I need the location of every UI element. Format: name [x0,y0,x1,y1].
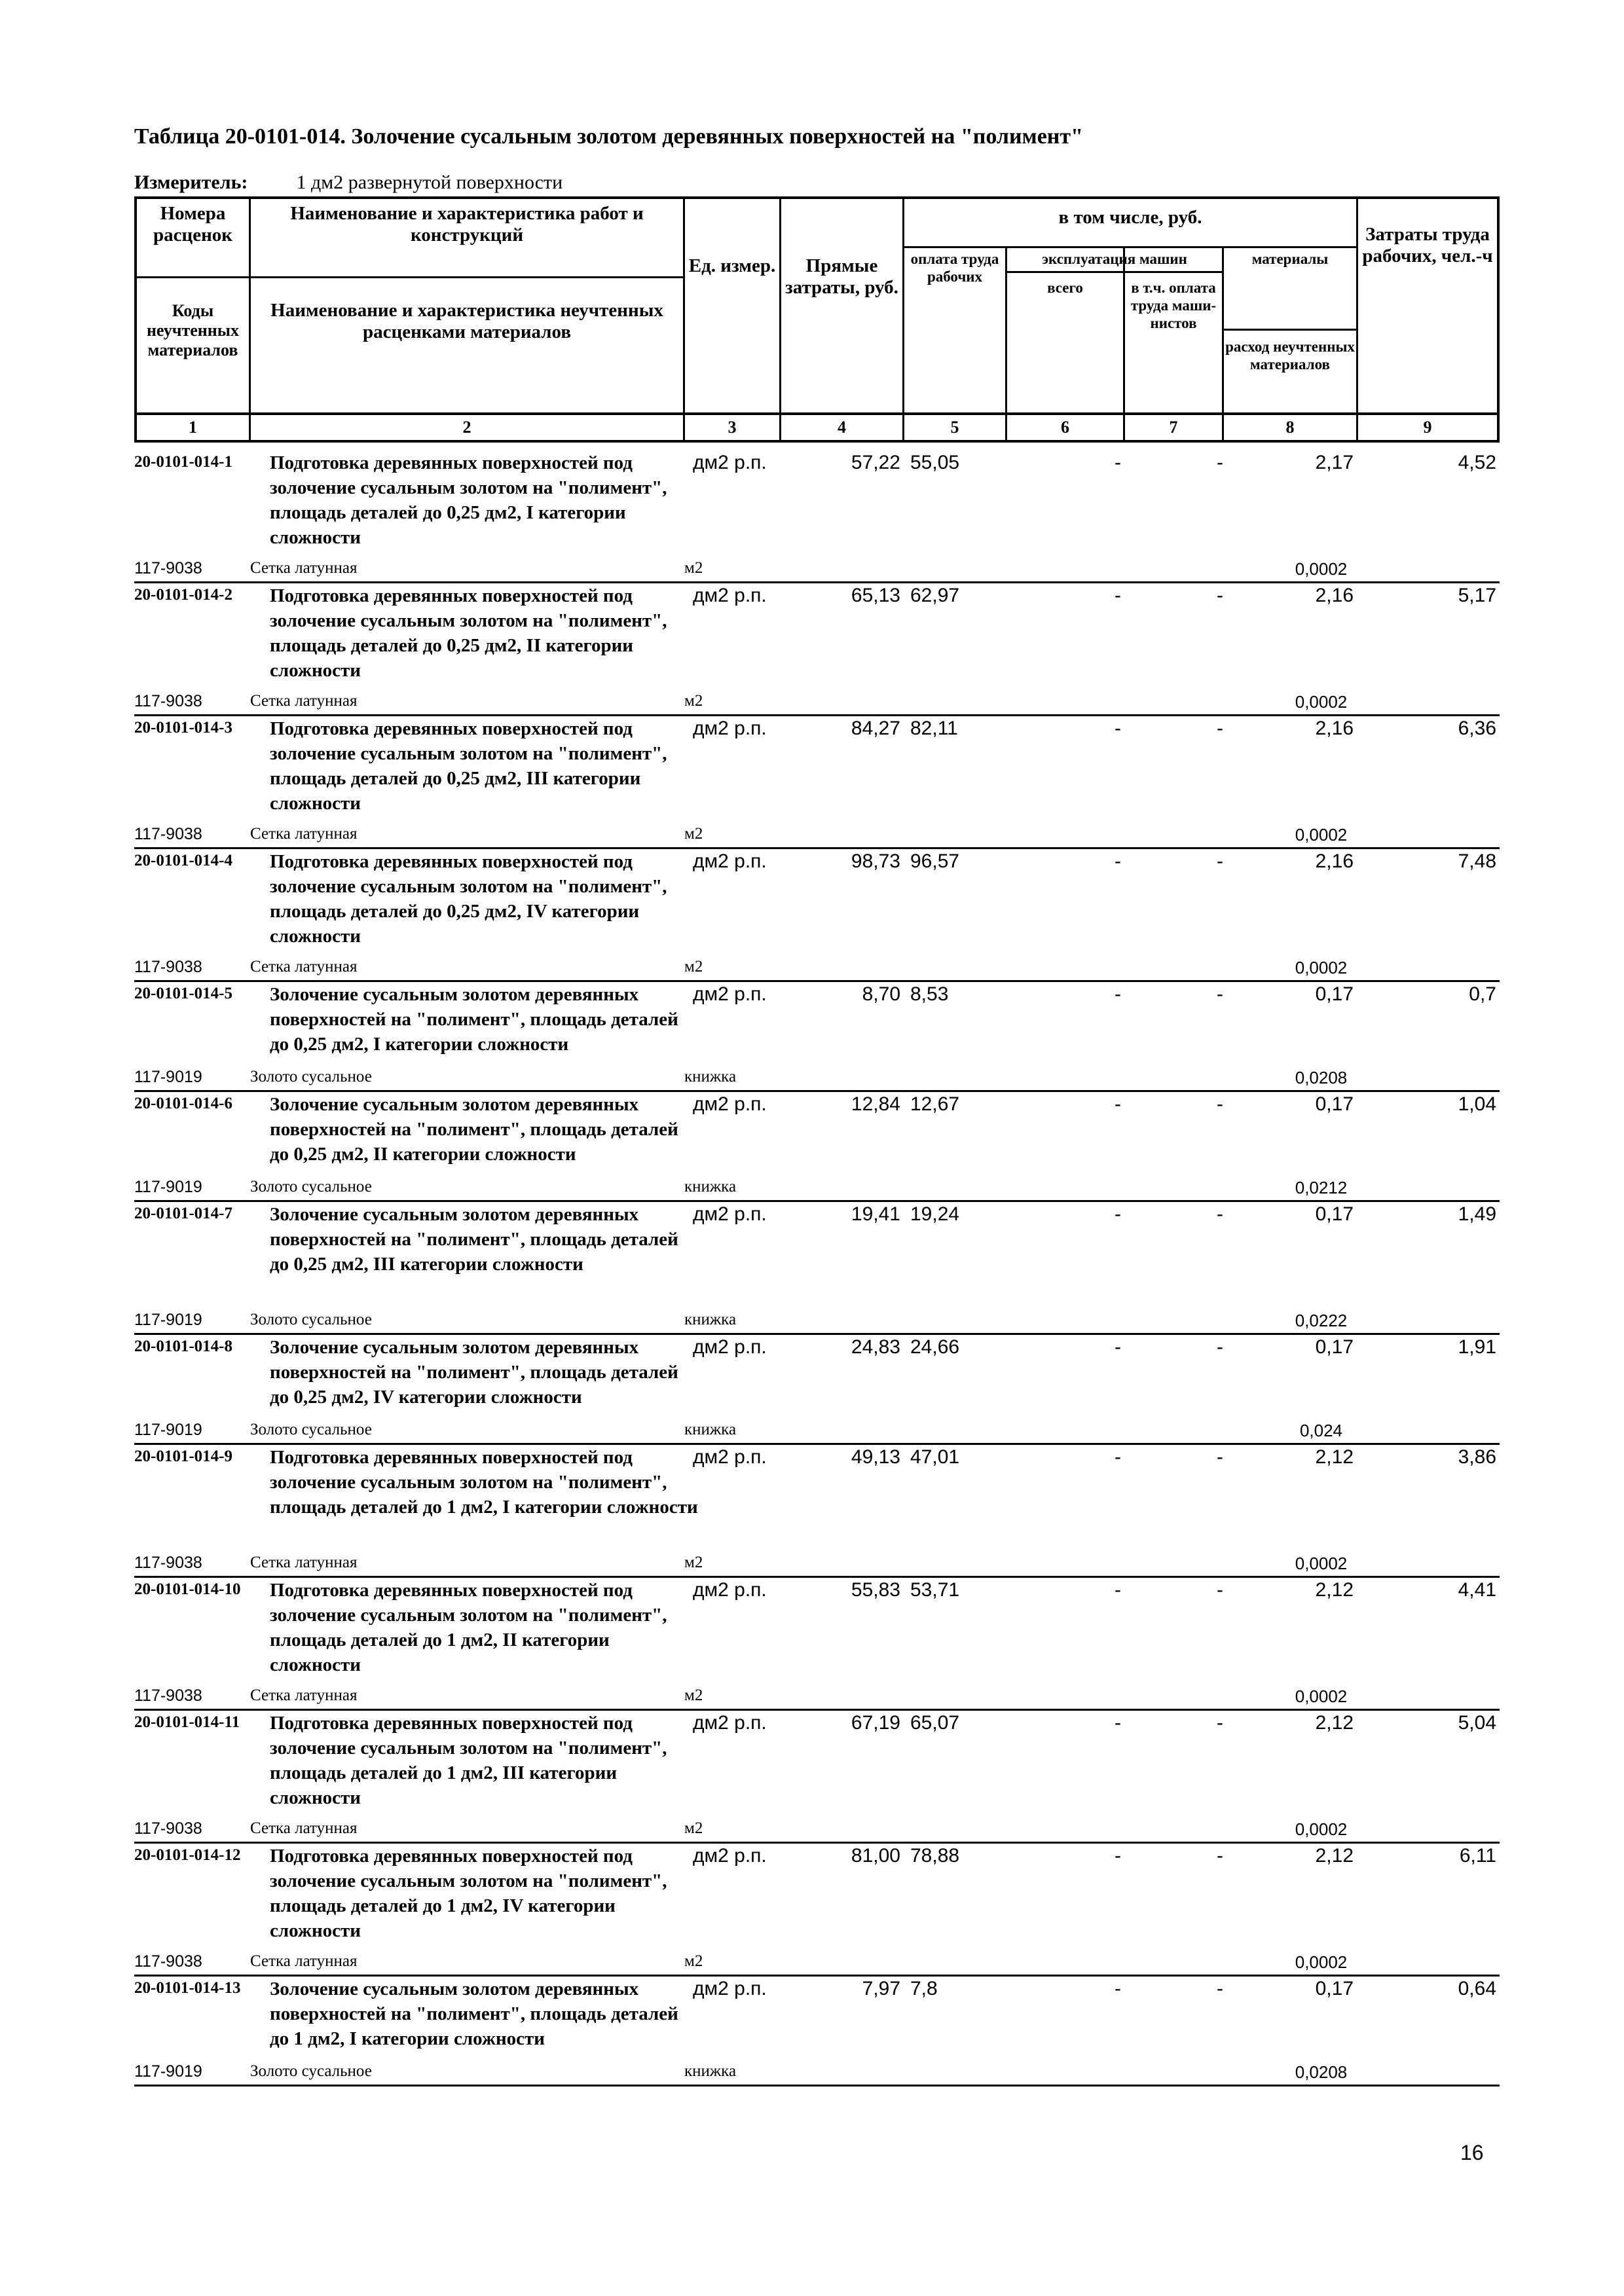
material-name: Сетка латунная [250,1686,358,1704]
col-number: 2 [462,418,471,437]
header-material-name: Наименование и характеристика неучтенных расценками материалов [270,300,663,342]
labor-pay-cell: 55,05 [910,452,960,473]
operators-pay-cell: - [1217,585,1223,606]
material-quantity: 0,0222 [1295,1311,1348,1330]
direct-cost-cell: 12,84 [851,1093,900,1115]
table-row [134,849,1500,954]
material-name: Золото сусальное [250,1178,372,1195]
material-name: Сетка латунная [250,958,358,975]
operators-pay-cell: - [1217,1712,1223,1734]
material-code: 117-9019 [134,1311,202,1329]
operators-pay-cell: - [1217,850,1223,872]
col-number: 8 [1285,418,1295,437]
material-quantity: 0,024 [1299,1421,1343,1440]
material-name: Сетка латунная [250,1952,358,1970]
operators-pay-cell: - [1217,718,1223,739]
direct-cost-cell: 49,13 [851,1446,900,1468]
material-name: Сетка латунная [250,692,358,710]
material-name: Сетка латунная [250,1554,358,1571]
operators-pay-cell: - [1217,1978,1223,1999]
rate-code: 20-0101-014-2 [134,586,232,604]
machines-total-cell: - [1115,1845,1121,1867]
material-quantity: 0,0002 [1295,958,1348,977]
materials-cell: 2,16 [1315,585,1354,606]
rate-code: 20-0101-014-12 [134,1846,241,1864]
material-unit: м2 [684,1686,703,1704]
material-quantity: 0,0002 [1295,825,1348,845]
table-row [134,1844,1500,1948]
material-name: Золото сусальное [250,1311,372,1328]
material-code: 117-9038 [134,559,202,577]
materials-cell: 2,16 [1315,850,1354,872]
labor-hours-cell: 6,36 [1458,718,1496,739]
material-unit: книжка [684,1178,737,1195]
table-row [134,1445,1500,1550]
material-row [134,1064,1500,1092]
rate-code: 20-0101-014-3 [134,719,232,737]
col-number: 5 [950,418,959,437]
machines-total-cell: - [1115,1093,1121,1115]
rate-name: Подготовка деревянных поверхностей под золочение сусальным золотом на "полимент", площадь деталей до 0,25 дм2, III категории сложности [270,718,667,814]
rate-code: 20-0101-014-13 [134,1979,241,1997]
operators-pay-cell: - [1217,1336,1223,1358]
material-unit: книжка [684,1068,737,1085]
direct-cost-cell: 67,19 [851,1712,900,1734]
header-including: в том числе, руб. [1058,207,1202,228]
machines-total-cell: - [1115,1579,1121,1601]
labor-pay-cell: 47,01 [910,1446,960,1468]
rate-unit: дм2 р.п. [693,1712,767,1734]
header-direct-costs: Прямые затраты, руб. [785,255,898,298]
rate-unit: дм2 р.п. [693,1336,767,1358]
rate-unit: дм2 р.п. [693,1446,767,1468]
material-name: Сетка латунная [250,825,358,843]
labor-hours-cell: 1,91 [1458,1336,1496,1358]
header-materials: материалы [1251,251,1329,267]
rate-name: Подготовка деревянных поверхностей под золочение сусальным золотом на "полимент", площадь деталей до 1 дм2, III категории сложности [270,1713,667,1808]
materials-cell: 2,12 [1315,1712,1354,1734]
direct-cost-cell: 81,00 [851,1845,900,1867]
rate-unit: дм2 р.п. [693,1845,767,1867]
materials-cell: 0,17 [1315,983,1354,1005]
material-code: 117-9019 [134,1178,202,1196]
materials-cell: 0,17 [1315,1978,1354,1999]
machines-total-cell: - [1115,1336,1121,1358]
labor-hours-cell: 4,41 [1458,1579,1496,1601]
meter-row [134,172,563,194]
labor-hours-cell: 1,04 [1458,1093,1496,1115]
machines-total-cell: - [1115,1978,1121,1999]
material-code: 117-9019 [134,1068,202,1086]
labor-hours-cell: 1,49 [1458,1203,1496,1225]
table-row [134,1092,1500,1174]
machines-total-cell: - [1115,718,1121,739]
material-unit: м2 [684,1952,703,1970]
labor-pay-cell: 7,8 [910,1978,938,1999]
material-code: 117-9019 [134,1421,202,1439]
materials-cell: 0,17 [1315,1093,1354,1115]
material-row [134,1417,1500,1445]
material-code: 117-9038 [134,1819,202,1838]
rate-unit: дм2 р.п. [693,850,767,872]
table-row [134,1578,1500,1683]
meter-label: Измеритель: [134,172,248,193]
machines-total-cell: - [1115,850,1121,872]
labor-pay-cell: 53,71 [910,1579,960,1601]
labor-hours-cell: 0,64 [1458,1978,1496,1999]
col-number: 7 [1169,418,1178,437]
material-code: 117-9038 [134,958,202,976]
table-row [134,1202,1500,1307]
rate-code: 20-0101-014-1 [134,453,232,471]
page-number: 16 [1460,2141,1484,2164]
col-number: 6 [1061,418,1069,437]
rate-name: Подготовка деревянных поверхностей под золочение сусальным золотом на "полимент", площадь деталей до 1 дм2, I категории сложности [270,1447,698,1518]
col-number: 4 [838,418,846,437]
operators-pay-cell: - [1217,1579,1223,1601]
material-code: 117-9038 [134,825,202,843]
table-row [134,716,1500,821]
table-row [134,1977,1500,2058]
table-row [134,583,1500,688]
rate-unit: дм2 р.п. [693,452,767,473]
material-name: Золото сусальное [250,1068,372,1085]
operators-pay-cell: - [1217,1845,1223,1867]
header-machines: эксплуатация машин [1042,251,1187,267]
rate-code: 20-0101-014-10 [134,1580,241,1598]
material-quantity: 0,0002 [1295,1819,1348,1839]
table-row [134,982,1500,1064]
rate-code: 20-0101-014-11 [134,1713,240,1731]
rate-code: 20-0101-014-9 [134,1448,232,1465]
rate-unit: дм2 р.п. [693,585,767,606]
direct-cost-cell: 7,97 [862,1978,900,1999]
rate-name: Подготовка деревянных поверхностей под золочение сусальным золотом на "полимент", площадь деталей до 0,25 дм2, I категории сложности [270,452,667,548]
rate-unit: дм2 р.п. [693,983,767,1005]
material-unit: книжка [684,1421,737,1438]
rate-code: 20-0101-014-8 [134,1338,232,1355]
labor-hours-cell: 4,52 [1458,452,1496,473]
material-unit: м2 [684,825,703,843]
material-unit: м2 [684,1554,703,1571]
direct-cost-cell: 84,27 [851,718,900,739]
materials-cell: 2,12 [1315,1579,1354,1601]
rate-code: 20-0101-014-4 [134,852,232,869]
rate-name: Золочение сусальным золотом деревянных поверхностей на "полимент", площадь деталей до 1 дм2, I категории сложности [270,1978,678,2049]
material-quantity: 0,0002 [1295,1952,1348,1972]
header-rate-numbers: Номера расценок [153,203,232,246]
labor-pay-cell: 62,97 [910,585,960,606]
labor-pay-cell: 96,57 [910,850,960,872]
material-code: 117-9038 [134,692,202,710]
operators-pay-cell: - [1217,452,1223,473]
price-table-body [134,450,1500,2086]
material-row [134,1683,1500,1711]
material-name: Сетка латунная [250,559,358,577]
material-row [134,821,1500,849]
material-row [134,954,1500,982]
material-row [134,1174,1500,1202]
col-number: 1 [189,418,197,437]
material-quantity: 0,0208 [1295,2062,1348,2082]
operators-pay-cell: - [1217,983,1223,1005]
materials-cell: 0,17 [1315,1336,1354,1358]
materials-cell: 2,17 [1315,452,1354,473]
header-operators-pay: в т.ч. оплата труда маши-нистов [1130,280,1217,331]
direct-cost-cell: 19,41 [851,1203,900,1225]
page-title: Таблица 20-0101-014. Золочение сусальным золотом деревянных поверхностей на "полимент" [134,124,1083,149]
direct-cost-cell: 65,13 [851,585,900,606]
table-row [134,1711,1500,1815]
rate-unit: дм2 р.п. [693,1579,767,1601]
labor-hours-cell: 5,17 [1458,585,1496,606]
header-unit: Ед. измер. [688,255,776,276]
material-unit: книжка [684,2062,737,2080]
rate-name: Золочение сусальным золотом деревянных поверхностей на "полимент", площадь деталей до 0,25 дм2, I категории сложности [270,984,678,1055]
materials-cell: 0,17 [1315,1203,1354,1225]
rate-name: Золочение сусальным золотом деревянных поверхностей на "полимент", площадь деталей до 0,25 дм2, II категории сложности [270,1094,678,1165]
operators-pay-cell: - [1217,1093,1223,1115]
rate-name: Подготовка деревянных поверхностей под золочение сусальным золотом на "полимент", площадь деталей до 1 дм2, IV категории сложности [270,1846,667,1941]
labor-pay-cell: 65,07 [910,1712,960,1734]
material-name: Сетка латунная [250,1819,358,1837]
table-header [134,196,1500,445]
direct-cost-cell: 24,83 [851,1336,900,1358]
col-number: 9 [1423,418,1432,437]
rate-name: Подготовка деревянных поверхностей под золочение сусальным золотом на "полимент", площадь деталей до 1 дм2, II категории сложности [270,1580,667,1675]
rate-unit: дм2 р.п. [693,1093,767,1115]
material-unit: м2 [684,958,703,975]
material-row [134,1815,1500,1844]
rate-code: 20-0101-014-5 [134,985,232,1002]
material-quantity: 0,0002 [1295,1554,1348,1573]
labor-pay-cell: 82,11 [910,718,958,739]
material-row [134,1948,1500,1977]
materials-cell: 2,16 [1315,718,1354,739]
direct-cost-cell: 8,70 [862,983,900,1005]
rate-name: Подготовка деревянных поверхностей под золочение сусальным золотом на "полимент", площадь деталей до 0,25 дм2, II категории сложности [270,585,667,681]
machines-total-cell: - [1115,1446,1121,1468]
labor-pay-cell: 12,67 [910,1093,960,1115]
materials-cell: 2,12 [1315,1446,1354,1468]
material-unit: м2 [684,1819,703,1837]
operators-pay-cell: - [1217,1446,1223,1468]
labor-pay-cell: 24,66 [910,1336,960,1358]
material-row [134,688,1500,716]
header-labor-hours: Затраты труда рабочих, чел.-ч [1362,224,1493,266]
rate-name: Золочение сусальным золотом деревянных поверхностей на "полимент", площадь деталей до 0,25 дм2, III категории сложности [270,1204,678,1275]
material-quantity: 0,0212 [1295,1178,1348,1197]
machines-total-cell: - [1115,983,1121,1005]
direct-cost-cell: 55,83 [851,1579,900,1601]
material-code: 117-9038 [134,1952,202,1971]
materials-cell: 2,12 [1315,1845,1354,1867]
rate-code: 20-0101-014-7 [134,1205,232,1222]
material-code: 117-9019 [134,2062,202,2081]
operators-pay-cell: - [1217,1203,1223,1225]
material-name: Золото сусальное [250,1421,372,1438]
material-row [134,1307,1500,1335]
labor-pay-cell: 78,88 [910,1845,960,1867]
machines-total-cell: - [1115,585,1121,606]
machines-total-cell: - [1115,452,1121,473]
direct-cost-cell: 98,73 [851,850,900,872]
header-labor-pay: оплата труда рабочих [910,251,999,285]
labor-pay-cell: 8,53 [910,983,949,1005]
labor-hours-cell: 3,86 [1458,1446,1496,1468]
header-work-name: Наименование и характеристика работ и конструкций [290,203,644,246]
rate-name: Подготовка деревянных поверхностей под золочение сусальным золотом на "полимент", площадь деталей до 0,25 дм2, IV категории сложности [270,851,667,947]
material-quantity: 0,0208 [1295,1068,1348,1087]
material-code: 117-9038 [134,1686,202,1705]
labor-hours-cell: 6,11 [1459,1845,1496,1867]
material-unit: книжка [684,1311,737,1328]
labor-pay-cell: 19,24 [910,1203,960,1225]
rate-name: Золочение сусальным золотом деревянных поверхностей на "полимент", площадь деталей до 0,25 дм2, IV категории сложности [270,1337,678,1408]
col-number: 3 [728,418,737,437]
material-row [134,555,1500,583]
header-material-consumption: расход неучтенных материалов [1225,338,1355,373]
rate-code: 20-0101-014-6 [134,1095,232,1112]
labor-hours-cell: 5,04 [1458,1712,1496,1734]
machines-total-cell: - [1115,1203,1121,1225]
material-name: Золото сусальное [250,2062,372,2080]
labor-hours-cell: 7,48 [1458,850,1496,872]
rate-unit: дм2 р.п. [693,718,767,739]
material-quantity: 0,0002 [1295,1686,1348,1706]
rate-unit: дм2 р.п. [693,1203,767,1225]
material-code: 117-9038 [134,1554,202,1572]
material-quantity: 0,0002 [1295,692,1348,712]
machines-total-cell: - [1115,1712,1121,1734]
material-unit: м2 [684,559,703,577]
material-unit: м2 [684,692,703,710]
material-quantity: 0,0002 [1295,559,1348,579]
table-row [134,1335,1500,1417]
meter-value: 1 дм2 развернутой поверхности [296,172,563,193]
header-material-codes: Коды неучтенных материалов [146,301,240,359]
labor-hours-cell: 0,7 [1469,983,1496,1005]
header-machines-total: всего [1047,280,1083,296]
material-row [134,1550,1500,1578]
direct-cost-cell: 57,22 [851,452,900,473]
material-row [134,2058,1500,2086]
rate-unit: дм2 р.п. [693,1978,767,1999]
table-row [134,450,1500,555]
